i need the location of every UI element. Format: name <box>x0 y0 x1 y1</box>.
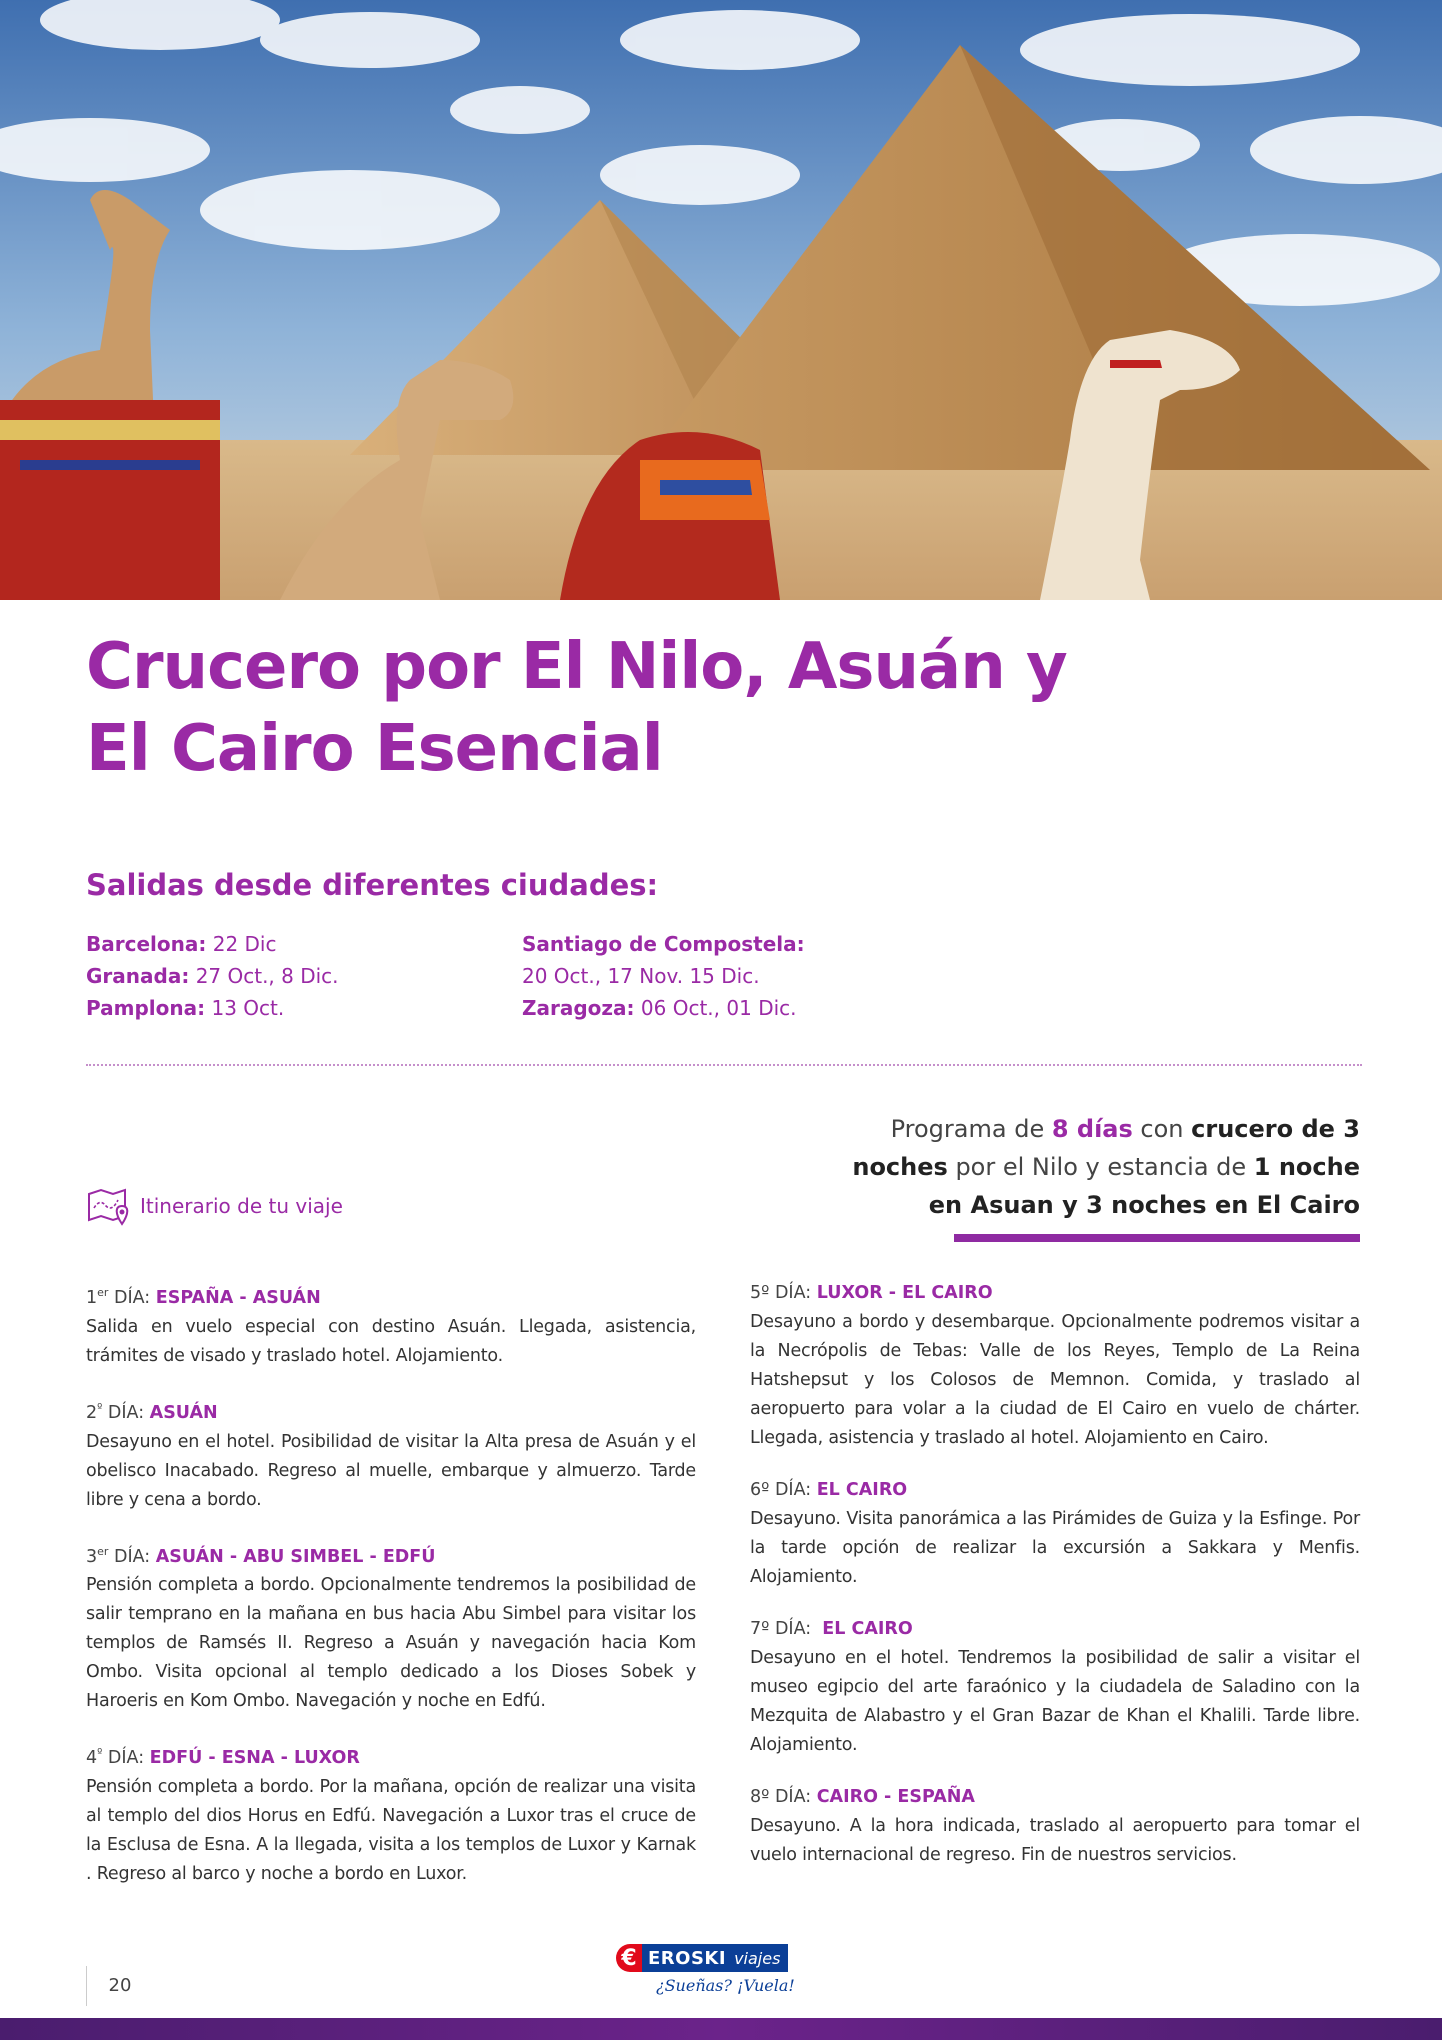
departure-city: Granada: <box>86 964 190 988</box>
program-days: 8 días <box>1051 1115 1133 1143</box>
day-description: Pensión completa a bordo. Opcionalmente tendremos la posibilidad de salir temprano en la mañana en bus hacia Abu Simbel para visitar los templos de Ramsés II. Regreso a Asuán y navegación hacia Kom Ombo. Visita opcional al templo dedicado a los Dioses Sobek y Haroeris en Kom Ombo. Navegación y noche en Edfú. <box>86 1575 696 1712</box>
day-number: 8 <box>750 1787 762 1807</box>
day-suffix: er <box>97 1286 109 1299</box>
day-suffix: º <box>97 1400 103 1414</box>
program-accent-bar <box>954 1234 1360 1242</box>
departure-city: Santiago de Compostela: <box>522 932 805 956</box>
program-text: por el Nilo y estancia de <box>947 1153 1254 1181</box>
day-description: Desayuno en el hotel. Posibilidad de visitar la Alta presa de Asuán y el obelisco Inacabado. Regreso al muelle, embarque y almuerzo. Tarde libre y cena a bordo. <box>86 1431 696 1510</box>
day-label: DÍA: <box>102 1402 150 1423</box>
eroski-viajes-logo <box>616 1944 826 1995</box>
day-description: Desayuno en el hotel. Tendremos la posibilidad de salir a visitar el museo egipcio del arte faraónico y la ciudadela de Saladino con la Mezquita de Alabastro y el Gran Bazar de Khan el Khalili. Tarde libre. Alojamiento. <box>750 1648 1360 1755</box>
day-heading <box>86 1393 696 1428</box>
program-summary <box>740 1110 1360 1224</box>
day-label: DÍA: <box>769 1619 823 1639</box>
day-number: 5 <box>750 1283 762 1303</box>
day-suffix: º <box>761 1283 770 1303</box>
departure-row <box>86 960 506 992</box>
departures-heading: Salidas desde diferentes ciudades: <box>86 868 659 902</box>
itinerary-right-column <box>750 1278 1360 1892</box>
day-label: DÍA: <box>108 1287 156 1308</box>
logo-e-icon: € <box>616 1944 642 1972</box>
itinerary-day <box>86 1278 696 1371</box>
hero-image <box>0 0 1442 600</box>
dotted-divider <box>86 1064 1362 1066</box>
departure-row <box>86 928 506 960</box>
itinerary-day <box>86 1537 696 1717</box>
day-suffix: º <box>97 1746 103 1760</box>
day-destination: ASUÁN <box>149 1402 218 1423</box>
logo-tagline: ¿Sueñas? ¡Vuela! <box>656 1976 795 1995</box>
day-description: Desayuno a bordo y desembarque. Opcionalmente podremos visitar a la Necrópolis de Tebas: Valle de los Reyes, Templo de La Reina Hatshepsut y los Colosos de Memnon. Comida, y traslado al aeropuerto para volar a la ciudad de El Cairo en vuelo de chárter. Llegada, asistencia y traslado al hotel. Alojamiento en Cairo. <box>750 1312 1360 1448</box>
logo-brand: EROSKI <box>642 1944 732 1972</box>
day-heading <box>86 1278 696 1313</box>
day-description: Pensión completa a bordo. Por la mañana, opción de realizar una visita al templo del dios Horus en Edfú. Navegación a Luxor tras el cruce de la Esclusa de Esna. A la llegada, visita a los templos de Luxor y Karnak . Regreso al barco y noche a bordo en Luxor. <box>86 1777 696 1885</box>
program-text: Programa de <box>890 1115 1052 1143</box>
day-heading <box>750 1614 1360 1644</box>
bottom-color-bar <box>0 2018 1442 2040</box>
day-number: 2 <box>86 1402 98 1423</box>
title-line-2: El Cairo Esencial <box>86 712 663 786</box>
itinerary-day <box>86 1738 696 1889</box>
program-stay: en Asuan y 3 noches en El Cairo <box>928 1191 1360 1219</box>
departures-right-column <box>522 928 982 1024</box>
itinerary-day <box>750 1614 1360 1760</box>
day-heading <box>86 1537 696 1572</box>
day-number: 4 <box>86 1748 98 1769</box>
program-nights: noches <box>852 1153 948 1181</box>
departure-row <box>86 992 506 1024</box>
departure-dates: 27 Oct., 8 Dic. <box>195 964 339 988</box>
day-label: DÍA: <box>769 1480 817 1500</box>
day-destination: EL CAIRO <box>822 1619 913 1639</box>
day-destination: ESPAÑA - ASUÁN <box>155 1287 321 1308</box>
itinerary-day <box>750 1475 1360 1592</box>
day-heading <box>750 1782 1360 1812</box>
day-number: 6 <box>750 1480 762 1500</box>
day-destination: CAIRO - ESPAÑA <box>816 1787 975 1807</box>
day-destination: EL CAIRO <box>816 1480 908 1500</box>
itinerary-label <box>86 1186 343 1226</box>
departure-dates: 06 Oct., 01 Dic. <box>640 996 797 1020</box>
title-line-1: Crucero por El Nilo, Asuán y <box>86 630 1067 704</box>
departure-dates: 13 Oct. <box>211 996 285 1020</box>
day-destination: EDFÚ - ESNA - LUXOR <box>149 1748 360 1769</box>
day-label: DÍA: <box>769 1283 817 1303</box>
day-suffix: er <box>97 1544 109 1558</box>
day-destination: LUXOR - EL CAIRO <box>816 1283 993 1303</box>
departure-dates: 20 Oct., 17 Nov. 15 Dic. <box>522 964 760 988</box>
day-number: 1 <box>86 1287 98 1308</box>
program-text: con <box>1132 1115 1192 1143</box>
itinerary-day <box>750 1278 1360 1453</box>
day-suffix: º <box>761 1787 770 1807</box>
departure-row <box>522 992 982 1024</box>
day-heading <box>750 1475 1360 1505</box>
departures-left-column <box>86 928 506 1024</box>
day-suffix: º <box>761 1480 770 1500</box>
day-heading <box>750 1278 1360 1308</box>
day-description: Salida en vuelo especial con destino Asuán. Llegada, asistencia, trámites de visado y traslado hotel. Alojamiento. <box>86 1316 696 1366</box>
page-title <box>86 626 1336 790</box>
day-suffix: º <box>761 1619 770 1639</box>
day-label: DÍA: <box>769 1787 817 1807</box>
itinerary-day <box>86 1393 696 1515</box>
day-destination: ASUÁN - ABU SIMBEL - EDFÚ <box>155 1546 436 1567</box>
day-heading <box>86 1738 696 1773</box>
day-description: Desayuno. Visita panorámica a las Pirámides de Guiza y la Esfinge. Por la tarde opción de realizar la excursión a Sakkara y Menfis. Alojamiento. <box>750 1509 1360 1587</box>
departure-city: Pamplona: <box>86 996 206 1020</box>
program-one-night: 1 noche <box>1253 1153 1360 1181</box>
map-pin-icon <box>86 1186 132 1226</box>
departure-city: Zaragoza: <box>522 996 635 1020</box>
page-number: 20 <box>86 1966 153 2006</box>
day-label: DÍA: <box>102 1748 150 1769</box>
day-label: DÍA: <box>108 1546 156 1567</box>
day-number: 3 <box>86 1546 98 1567</box>
program-cruise: crucero de 3 <box>1191 1115 1360 1143</box>
logo-sub: viajes <box>732 1944 788 1972</box>
itinerary-left-column <box>86 1278 696 1911</box>
departure-city: Barcelona: <box>86 932 207 956</box>
itinerary-day <box>750 1782 1360 1870</box>
day-number: 7 <box>750 1619 762 1639</box>
departure-dates: 22 Dic <box>212 932 277 956</box>
day-description: Desayuno. A la hora indicada, traslado al aeropuerto para tomar el vuelo internacional de regreso. Fin de nuestros servicios. <box>750 1816 1360 1865</box>
logo-badge <box>616 1944 826 1972</box>
itinerary-label-text: Itinerario de tu viaje <box>140 1194 343 1218</box>
